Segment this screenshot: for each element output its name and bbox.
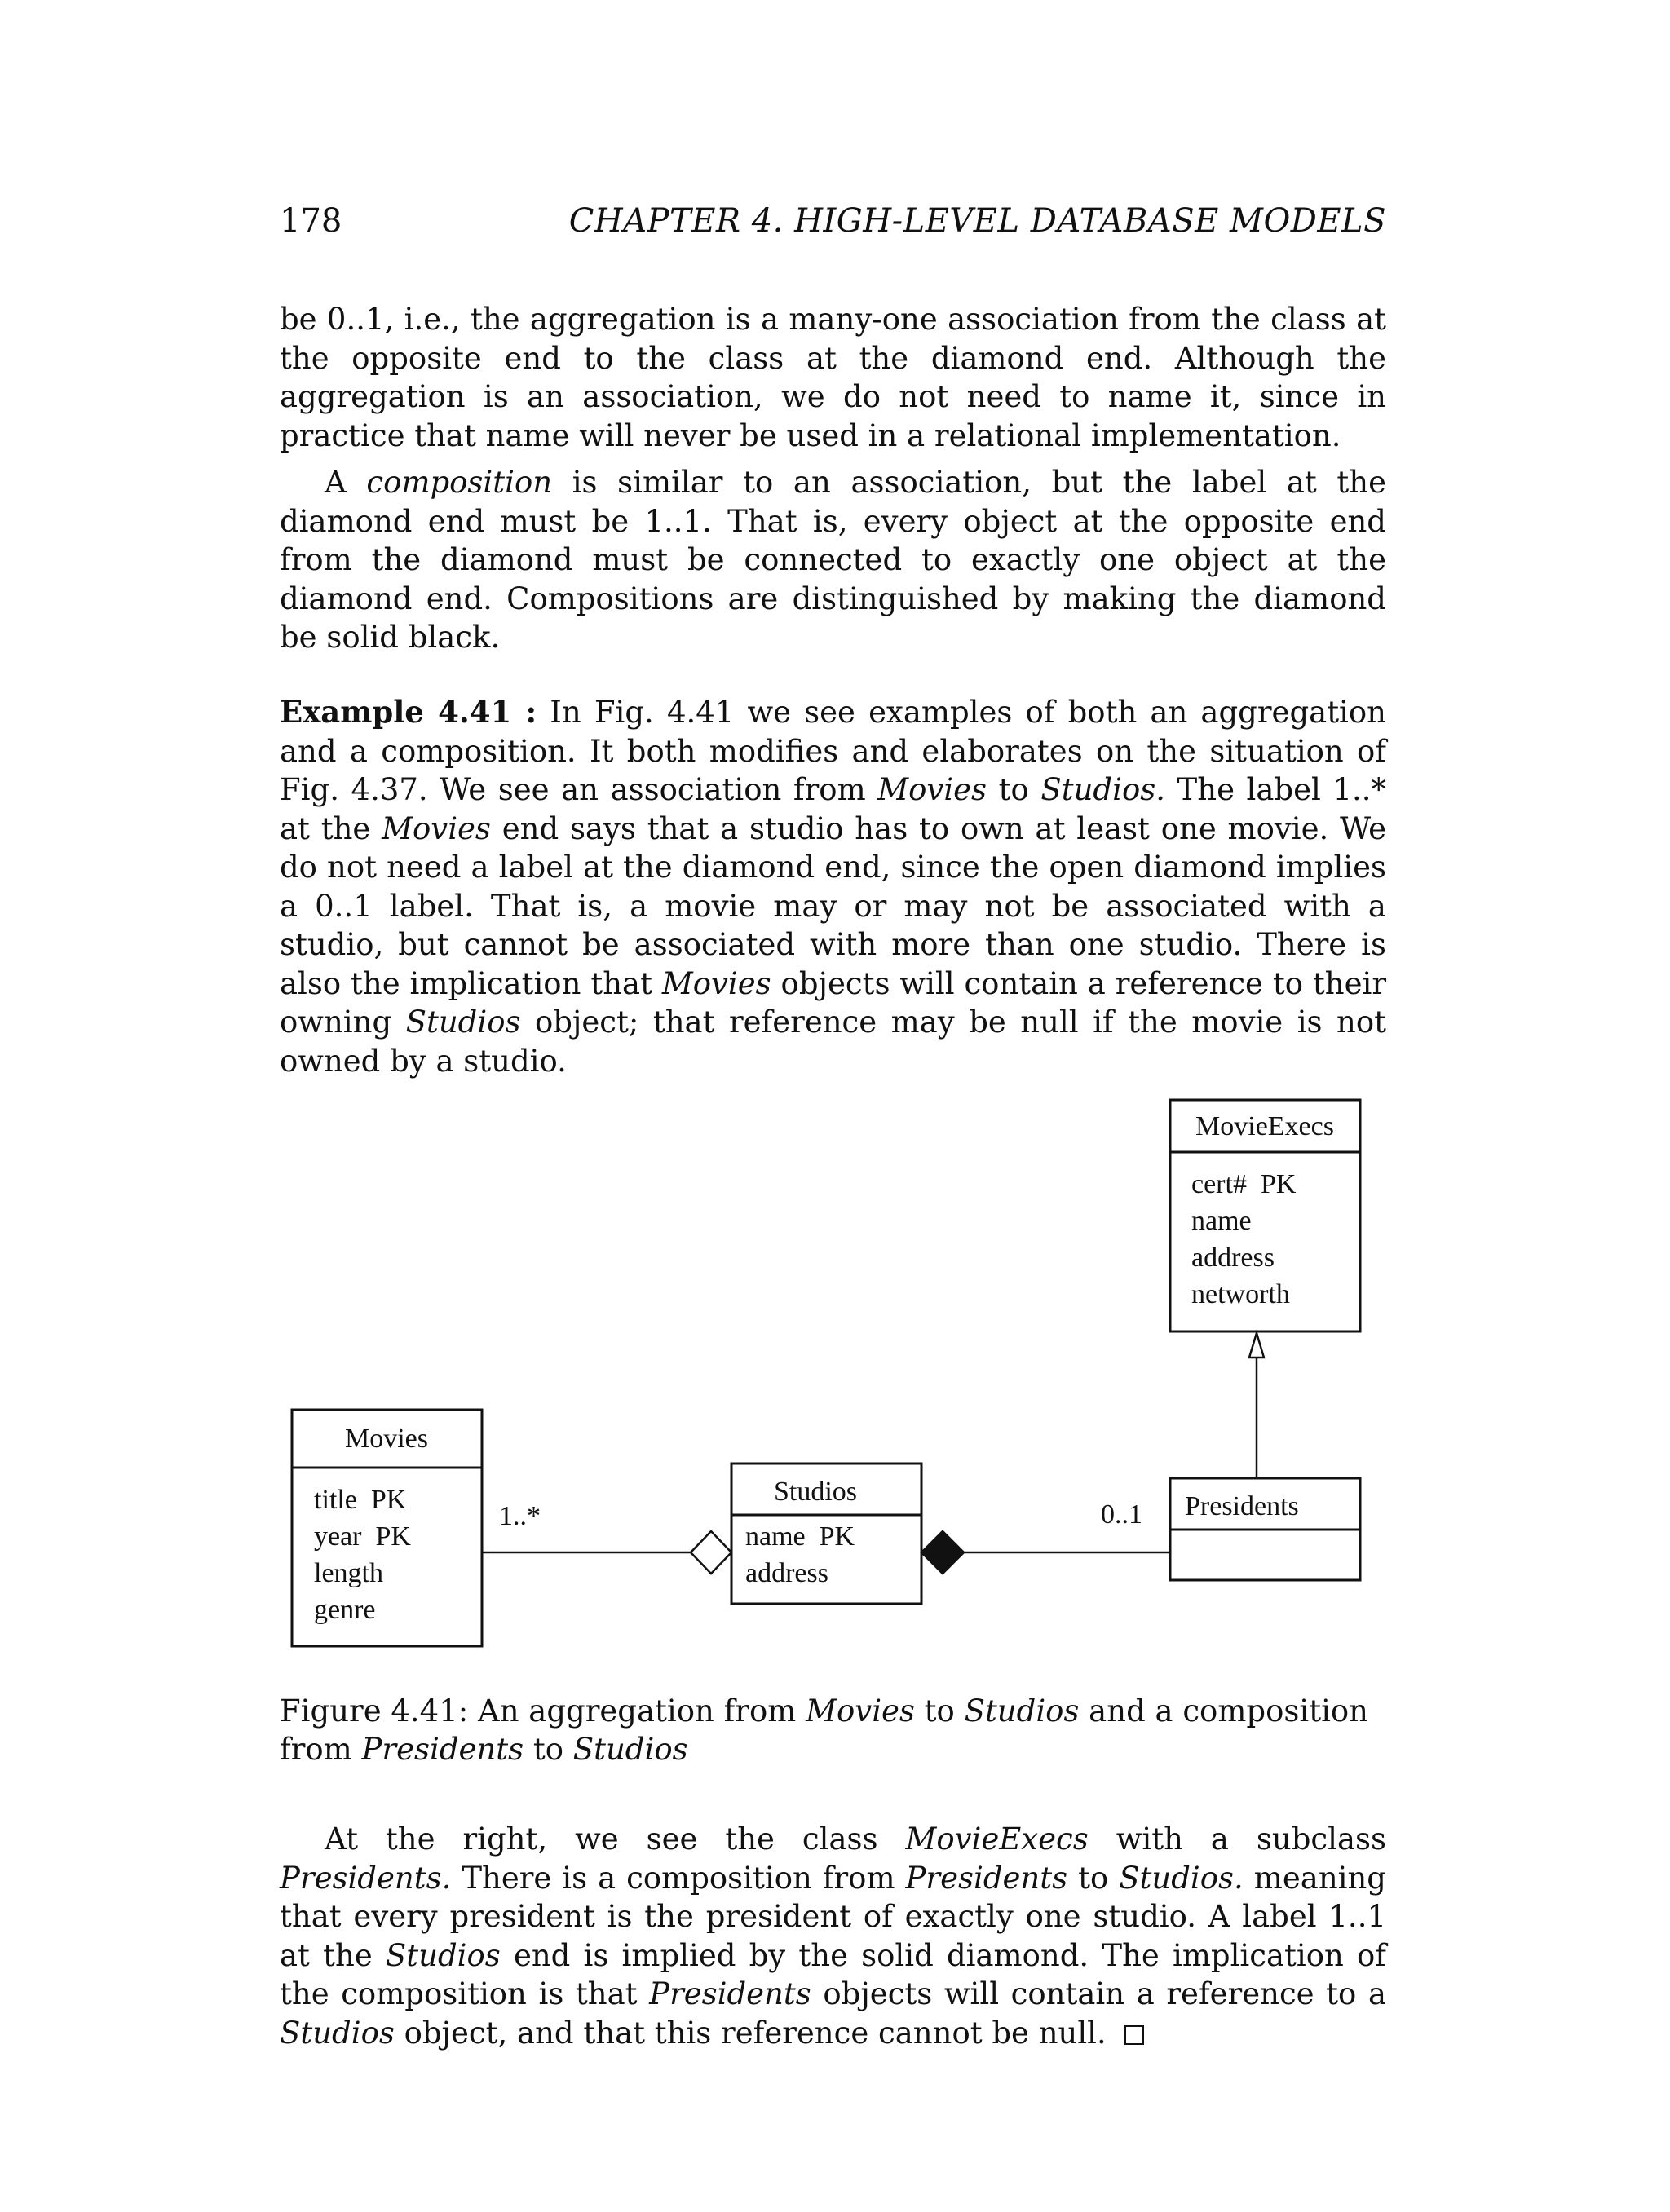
page-number: 178 [280,202,342,240]
attribute: address [1191,1243,1275,1273]
multiplicity-label: 1..* [499,1501,541,1531]
solid-diamond-icon [921,1531,964,1574]
attribute: year PK [314,1521,411,1552]
attribute: genre [314,1595,376,1625]
class-movies [292,1410,482,1646]
attribute: name PK [745,1521,855,1552]
attribute: length [314,1558,383,1588]
chapter-title: CHAPTER 4. HIGH-LEVEL DATABASE MODELS [568,202,1386,240]
composition-association [921,1499,1170,1574]
paragraph-presidents: At the right, we see the class MovieExecs with a subclass Presidents. There is a composition from Presidents to Studios. meaning that every president is the president of exactly one studio. A label 1..1 at the Studios end is implied by the solid diamond. The implication of the composition is that Presidents objects will contain a reference to a Studios object, and that this reference cannot be null. [280,1821,1387,2051]
class-name: Presidents [1185,1491,1299,1521]
example-label: Example 4.41 : [280,694,537,730]
aggregation-association [482,1501,731,1574]
figure-caption: Figure 4.41: An aggregation from Movies to Studios and a composition from Presidents to Studios [280,1693,1369,1767]
class-name: Studios [773,1477,858,1507]
attribute: address [745,1558,828,1588]
paragraph-text: be 0..1, i.e., the aggregation is a many-one association from the class at the opposite end to the class at the diamond end. Although the aggregation is an association, we do not need to name it, since in practice that name will never be used in a relational implementation. [280,302,1386,453]
class-studios [731,1464,921,1604]
open-diamond-icon [691,1531,731,1574]
attribute: name [1191,1206,1252,1236]
attribute: networth [1191,1279,1290,1309]
term-composition: composition [366,465,553,500]
attribute: title PK [314,1485,407,1515]
text-run: is similar to an association, but the label at the diamond end must be 1..1. That is, every object at the opposite end from the diamond must be connected to exactly one object at the diamond end. Compositions are distinguished by making the diamond be solid black. [280,465,1387,655]
attribute: cert# PK [1191,1169,1297,1199]
end-of-example-icon [1124,2025,1144,2045]
generalization-arrow [1249,1333,1264,1478]
class-name: Movies [345,1424,428,1454]
example-4-41: Example 4.41 : In Fig. 4.41 we see examples of both an aggregation and a composition. It both modifies and elaborates on the situation of Fig. 4.37. We see an association from Movies to Studios. The label 1..* at the Movies end says that a studio has to own at least one movie. We do not need a label at the diamond end, since the open diamond implies a 0..1 label. That is, a movie may or may not be associated with a studio, but cannot be associated with more than one studio. There is also the implication that Movies objects will contain a reference to their owning Studios object; that reference may be null if the movie is not owned by a studio. [280,694,1387,1079]
text-run: A [325,465,367,500]
class-presidents [1170,1478,1360,1580]
class-name: MovieExecs [1195,1111,1334,1141]
multiplicity-label: 0..1 [1101,1499,1142,1530]
class-movieexecs [1170,1100,1360,1331]
